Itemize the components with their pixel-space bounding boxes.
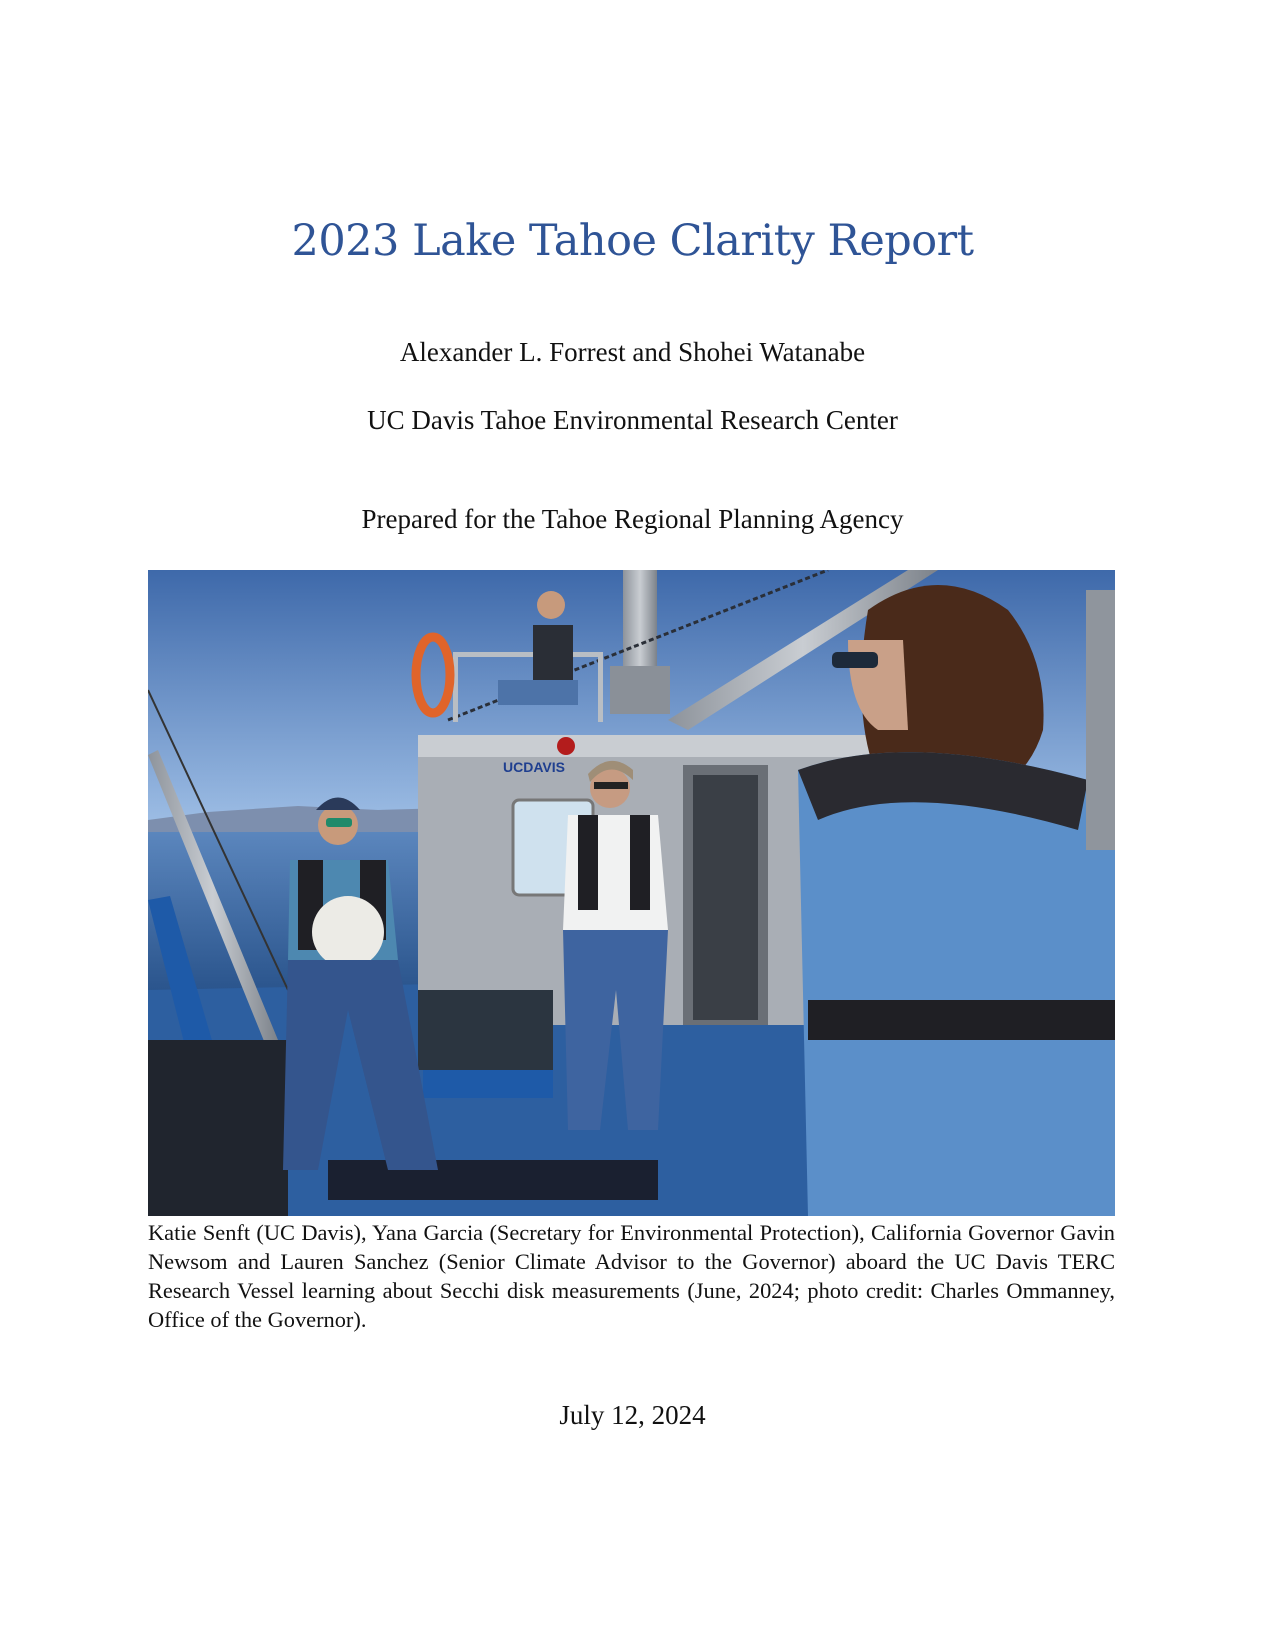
vessel-label: UCDAVIS [503, 759, 565, 775]
report-date: July 12, 2024 [559, 1400, 706, 1430]
photo-caption: Katie Senft (UC Davis), Yana Garcia (Secretary for Environmental Protection), California Governor Gavin Newsom and Lauren Sanchez (Senior Climate Advisor to the Governor) aboard the UC Davis TERC Research Vessel learning about Secchi disk measurements (June, 2024; photo credit: Charles Ommanney, Office of the Governor). [148, 1220, 1115, 1332]
prepared-for: Prepared for the Tahoe Regional Planning Agency [361, 504, 904, 534]
authors: Alexander L. Forrest and Shohei Watanabe [399, 337, 866, 367]
organization: UC Davis Tahoe Environmental Research Center [367, 405, 898, 435]
report-title: 2023 Lake Tahoe Clarity Report [291, 216, 974, 266]
cover-photo [148, 570, 1115, 1216]
cover-photo-illustration [148, 570, 1115, 1216]
